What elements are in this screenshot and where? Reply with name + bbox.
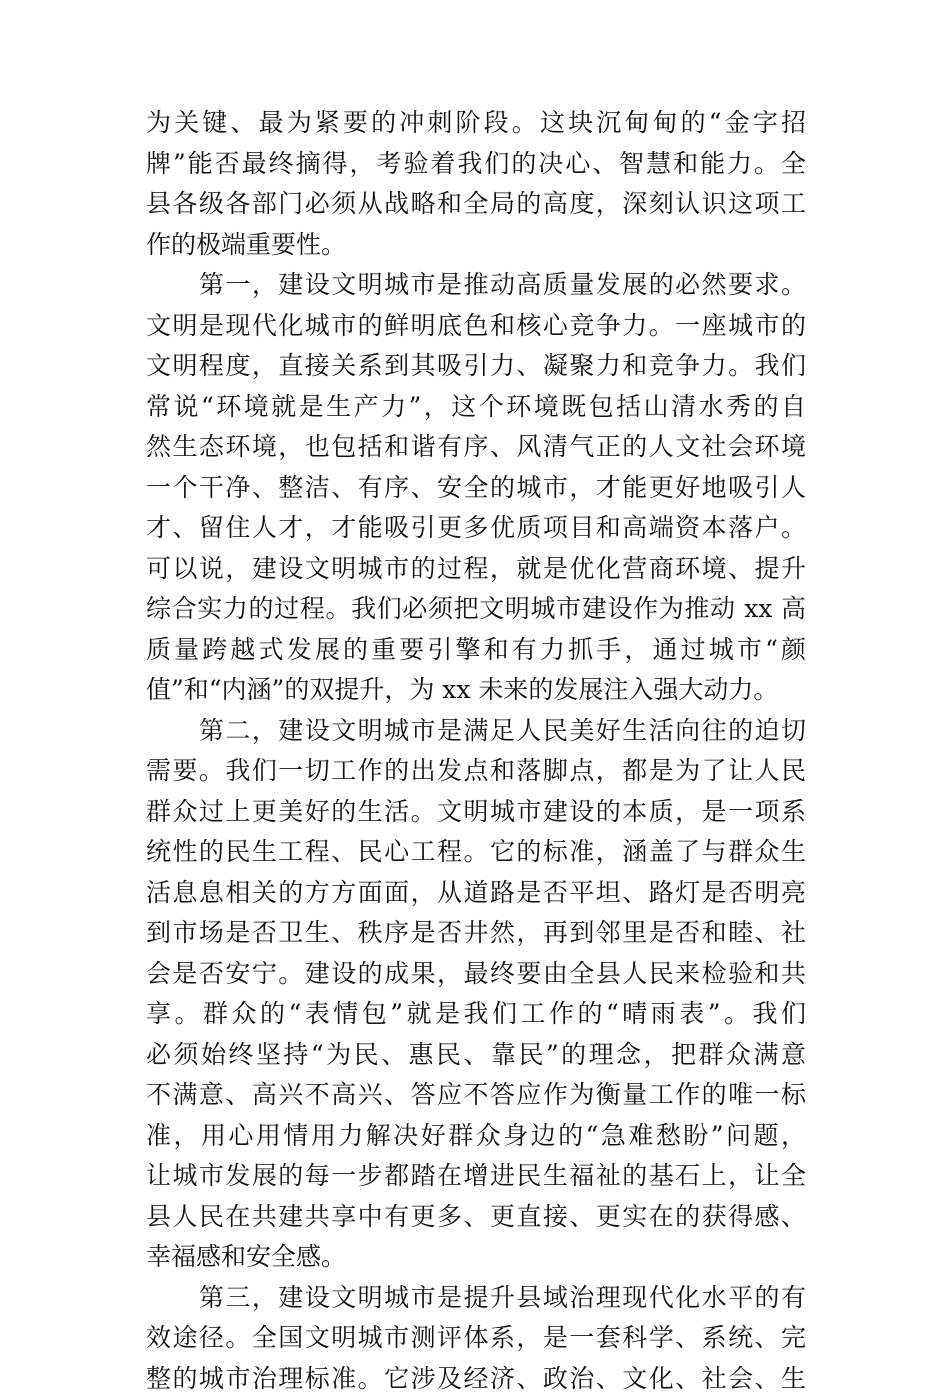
text-line: 第一，建设文明城市是推动高质量发展的必然要求。 [146, 265, 806, 306]
text-line: 享。群众的“表情包”就是我们工作的“晴雨表”。我们 [146, 994, 806, 1035]
text-line: 群众过上更美好的生活。文明城市建设的本质，是一项系 [146, 792, 806, 833]
text-line: 作的极端重要性。 [146, 225, 806, 266]
text-line: 牌”能否最终摘得，考验着我们的决心、智慧和能力。全 [146, 144, 806, 185]
text-line: 第三，建设文明城市是提升县域治理现代化水平的有 [146, 1278, 806, 1319]
text-line: 效途径。全国文明城市测评体系，是一套科学、系统、完 [146, 1318, 806, 1359]
text-line: 幸福感和安全感。 [146, 1237, 806, 1278]
text-line: 第二，建设文明城市是满足人民美好生活向往的迫切 [146, 711, 806, 752]
text-line: 才、留住人才，才能吸引更多优质项目和高端资本落户。 [146, 508, 806, 549]
text-line: 到市场是否卫生、秩序是否井然，再到邻里是否和睦、社 [146, 913, 806, 954]
document-body-text [146, 103, 806, 1399]
text-line: 统性的民生工程、民心工程。它的标准，涵盖了与群众生 [146, 832, 806, 873]
text-line: 一个干净、整洁、有序、安全的城市，才能更好地吸引人 [146, 468, 806, 509]
text-line: 值”和“内涵”的双提升，为 xx 未来的发展注入强大动力。 [146, 670, 806, 711]
text-line: 县人民在共建共享中有更多、更直接、更实在的获得感、 [146, 1197, 806, 1238]
text-line: 不满意、高兴不高兴、答应不答应作为衡量工作的唯一标 [146, 1075, 806, 1116]
text-line: 为关键、最为紧要的冲刺阶段。这块沉甸甸的“金字招 [146, 103, 806, 144]
text-line: 准，用心用情用力解决好群众身边的“急难愁盼”问题， [146, 1116, 806, 1157]
text-line: 综合实力的过程。我们必须把文明城市建设作为推动 xx 高 [146, 589, 806, 630]
text-line: 必须始终坚持“为民、惠民、靠民”的理念，把群众满意 [146, 1035, 806, 1076]
text-line: 可以说，建设文明城市的过程，就是优化营商环境、提升 [146, 549, 806, 590]
text-line: 整的城市治理标准。它涉及经济、政治、文化、社会、生 [146, 1359, 806, 1399]
text-line: 然生态环境，也包括和谐有序、风清气正的人文社会环境 [146, 427, 806, 468]
text-line: 文明是现代化城市的鲜明底色和核心竞争力。一座城市的 [146, 306, 806, 347]
text-line: 文明程度，直接关系到其吸引力、凝聚力和竞争力。我们 [146, 346, 806, 387]
text-line: 县各级各部门必须从战略和全局的高度，深刻认识这项工 [146, 184, 806, 225]
text-line: 需要。我们一切工作的出发点和落脚点，都是为了让人民 [146, 751, 806, 792]
text-line: 会是否安宁。建设的成果，最终要由全县人民来检验和共 [146, 954, 806, 995]
text-line: 让城市发展的每一步都踏在增进民生福祉的基石上，让全 [146, 1156, 806, 1197]
text-line: 常说“环境就是生产力”，这个环境既包括山清水秀的自 [146, 387, 806, 428]
text-line: 质量跨越式发展的重要引擎和有力抓手，通过城市“颜 [146, 630, 806, 671]
text-line: 活息息相关的方方面面，从道路是否平坦、路灯是否明亮 [146, 873, 806, 914]
